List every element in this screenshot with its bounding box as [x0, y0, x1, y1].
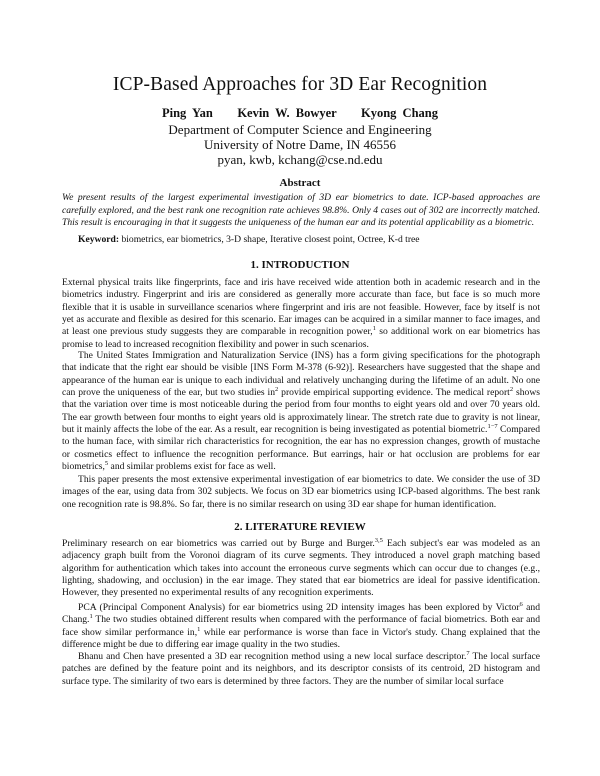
keywords-text: biometrics, ear biometrics, 3-D shape, Iterative closest point, Octree, K-d tree [121, 234, 420, 245]
affiliation-department: Department of Computer Science and Engineering [168, 122, 432, 137]
introduction-paragraph-1: External physical traits like fingerprints, face and iris have received wide attention both in academic research and in the biometrics industry. Fingerprint and iris are considered as generally more accurate than face, but face is so much more flexible that it is usable in surveillance scenarios where fingerprint and iris are not feasible. However, face by itself is not yet as accurate and flexible as desired for this scenario. Ear images can be acquired in a similar manner to face images, and at least one previous study suggests they are comparable in recognition power,$^1$ so additional work on ear biometrics has promise to lead to increased recognition flexibility and power in such scenarios. [62, 277, 540, 350]
introduction-paragraph-2: The United States Immigration and Naturalization Service (INS) has a form giving specifications for the photograph that indicate that the right ear should be visible [INS Form M-378 (6-92)]. Researchers have suggested that the shape and appearance of the human ear is unique to each individual and relatively unchanging during the lifetime of an adult. No one can prove the uniqueness of the ear, but two studies $in^2$ provide empirical supporting evidence. The medical report$^2$ shows that the variation over time is most noticeable during the period from four months to eight years old and over 70 years old. The ear growth between four months to eight years old is approximately linear. The stretch rate due to gravity is not linear, but it mainly affects the lobe of the ear. As a result, ear recognition is being investigated as potential biometric.$^{1-7}$ Compared to the human face, with similar rich characteristics for recognition, the ear has no expression changes, growth of mustache or cosmetics effect to influence the recognition performance. But earrings, hair or hat occlusion are problems for ear biometrics,$^5$ and similar problems exist for face as well. [62, 350, 540, 473]
affiliation-emails: pyan, kwb, kchang@cse.nd.edu [217, 152, 383, 167]
section-heading-introduction: 1. INTRODUCTION [250, 259, 350, 271]
affiliation-university: University of Notre Dame, IN 46556 [203, 137, 397, 152]
literature-paragraph-3: Bhanu and Chen have presented a 3D ear recognition method using a new local surface descriptor.$^7$ The local surface patches are defined by the feature point and its neighbors, and its descriptor consists of its centroid, 2D histogram and surface type. The similarity of two ears is determined by three factors. They are the number of similar local surface [62, 650, 541, 687]
keywords-label: Keyword: [78, 234, 120, 245]
literature-paragraph-2: PCA (Principal Component Analysis) for ear biometrics using 2D intensity images has been explored by Victor$^6$ and Chang.$^1$ The two studies obtained different results when compared with the performance of facial biometrics. Both ear and face show similar performance in,$^1$ while ear performance is worse than face in Victor's study. Chang explained that the difference might be due to differing ear image quality in the two studies. [62, 601, 540, 651]
section-heading-literature-review: 2. LITERATURE REVIEW [234, 521, 366, 533]
introduction-paragraph-3: This paper presents the most extensive experimental investigation of ear biometrics to date. We consider the use of 3D images of the ear, using data from 302 subjects. We focus on 3D ear biometrics using ICP-based algorithms. The best rank one recognition rate is 98.8%. So far, there is no similar research on using 3D ear shape for human identification. [62, 474, 540, 510]
keywords [78, 234, 548, 246]
author-list: Ping Yan Kevin W. Bowyer Kyong Chang [162, 106, 438, 120]
abstract-text: We present results of the largest experimental investigation of 3D ear biometrics to date. ICP-based approaches are carefully explored, and the best rank one recognition rate achieves 98.8%. Only 4 cases out of 302 are incorrectly matched. This result is encouraging in that it suggests the uniqueness of the human ear and its potential applicability as a biometric. [62, 192, 540, 229]
abstract-heading: Abstract [279, 177, 321, 189]
paper-title: ICP-Based Approaches for 3D Ear Recognition [112, 74, 488, 95]
literature-paragraph-1: Preliminary research on ear biometrics was carried out by Burge and Burger.$^{3,5}$ Each subject's ear was modeled as an adjacency graph built from the Voronoi diagram of its curve segments. They introduced a novel graph matching based algorithm for authentication which takes into account the erroneous curve segments which can occur due to changes (e.g., lighting, shadowing, and occlusion) in the ear image. They stated that ear biometrics are ideal for passive identification. However, they presented no experimental results of any recognition experiments. [62, 537, 541, 599]
